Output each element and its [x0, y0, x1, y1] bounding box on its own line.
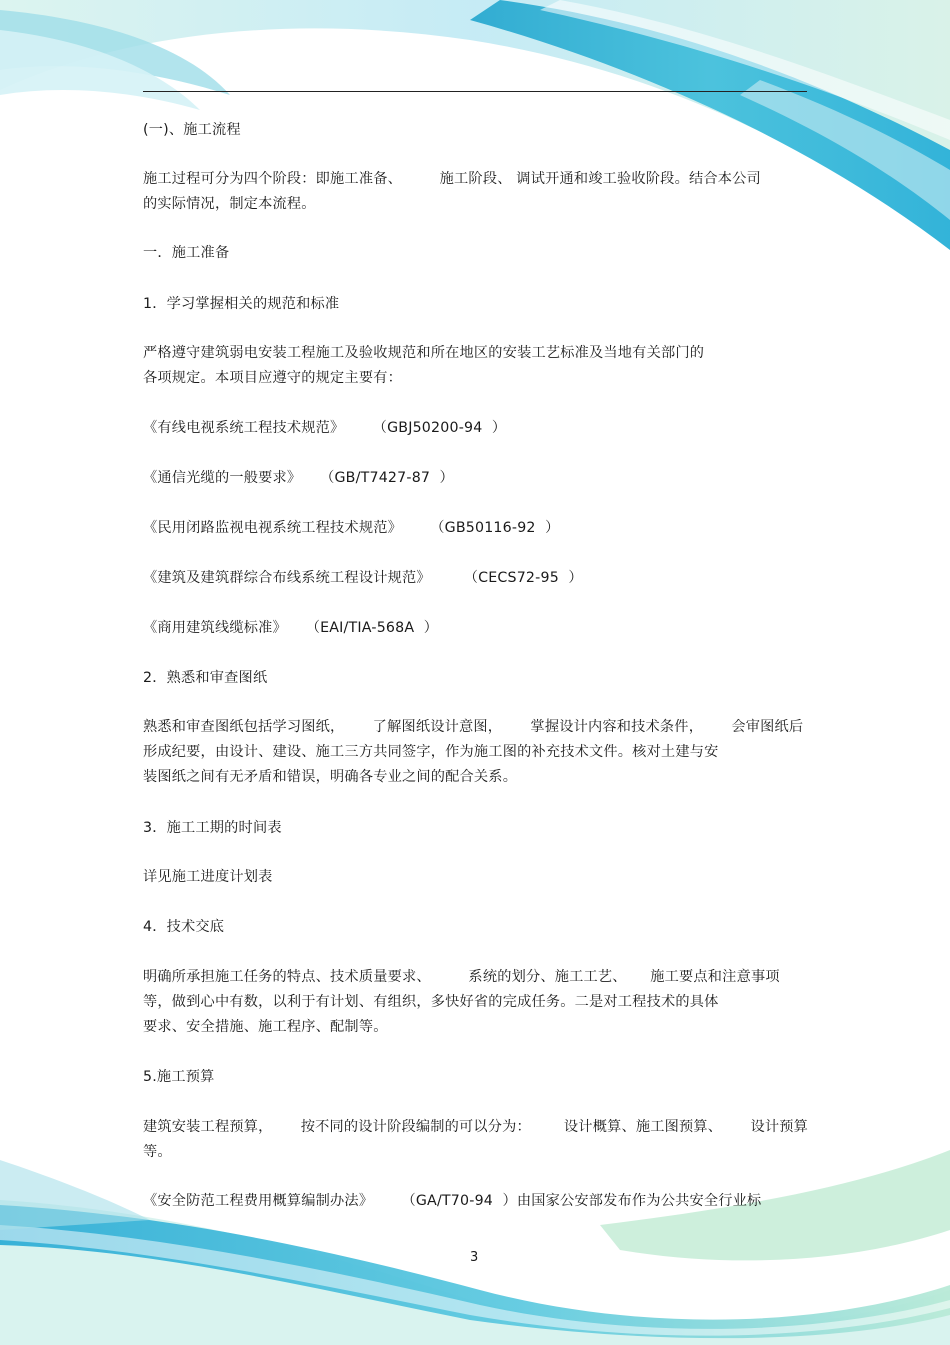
standard-item: 《民用闭路监视电视系统工程技术规范》 （GB50116-92 ） [143, 520, 560, 536]
header-rule [143, 91, 807, 92]
standard-item: 《通信光缆的一般要求》 （GB/T7427-87 ） [143, 470, 454, 486]
item1-body-line-1: 严格遵守建筑弱电安装工程施工及验收规范和所在地区的安装工艺标准及当地有关部门的 [143, 345, 705, 361]
intro-line-2: 的实际情况，制定本流程。 [143, 196, 316, 212]
item2-body-line-1: 熟悉和审查图纸包括学习图纸， 了解图纸设计意图， 掌握设计内容和技术条件， 会审图纸后 [143, 719, 804, 735]
item4-body-line-2: 等，做到心中有数，以利于有计划、有组织，多快好省的完成任务。二是对工程技术的具体 [143, 994, 719, 1010]
item4-title: 4．技术交底 [143, 919, 225, 935]
item5-body-line-1: 建筑安装工程预算， 按不同的设计阶段编制的可以分为： 设计概算、施工图预算、 设计预算 [143, 1119, 808, 1135]
item1-body-line-2: 各项规定。本项目应遵守的规定主要有： [143, 370, 402, 386]
intro-line-1: 施工过程可分为四个阶段：即施工准备、 施工阶段、 调试开通和竣工验收阶段。结合本公司 [143, 171, 761, 187]
item1-title: 1．学习掌握相关的规范和标准 [143, 296, 340, 312]
section-heading: (一)、施工流程 [143, 122, 241, 138]
page-number: 3 [470, 1250, 479, 1265]
section-title: 一．施工准备 [143, 245, 230, 261]
item5-body-line-2: 等。 [143, 1144, 172, 1160]
item2-body-line-2: 形成纪要，由设计、建设、施工三方共同签字，作为施工图的补充技术文件。核对土建与安 [143, 744, 719, 760]
item2-body-line-3: 装图纸之间有无矛盾和错误，明确各专业之间的配合关系。 [143, 769, 518, 785]
item2-title: 2．熟悉和审查图纸 [143, 670, 268, 686]
item3-title: 3．施工工期的时间表 [143, 820, 282, 836]
standard-item: 《建筑及建筑群综合布线系统工程设计规范》 （CECS72-95 ） [143, 570, 583, 586]
item4-body-line-1: 明确所承担施工任务的特点、技术质量要求、 系统的划分、施工工艺、 施工要点和注意事项 [143, 969, 780, 985]
standard-item: 《商用建筑线缆标准》 （EAI/TIA-568A ） [143, 620, 439, 636]
item4-body-line-3: 要求、安全措施、施工程序、配制等。 [143, 1019, 388, 1035]
item5-title: 5.施工预算 [143, 1069, 215, 1085]
last-line: 《安全防范工程费用概算编制办法》 （GA/T70-94 ）由国家公安部发布作为公共安全行业标 [143, 1193, 762, 1209]
item3-body: 详见施工进度计划表 [143, 869, 273, 885]
standard-item: 《有线电视系统工程技术规范》 （GBJ50200-94 ） [143, 420, 507, 436]
